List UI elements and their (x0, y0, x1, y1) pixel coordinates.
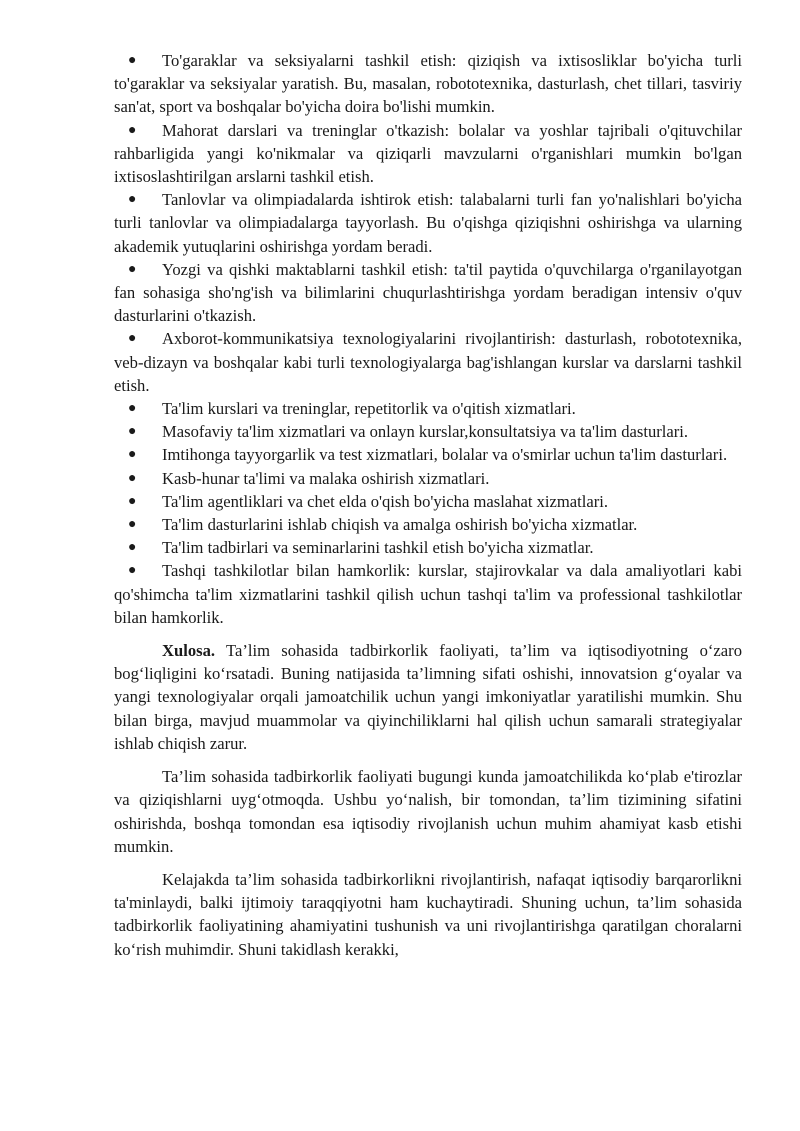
bullet-icon: ● (128, 470, 137, 486)
body-paragraph: Ta’lim sohasida tadbirkorlik faoliyati bugungi kunda jamoatchilikda ko‘plab e'tirozlar va qiziqishlarni uyg‘otmoqda. Ushbu yo‘nalish, bir tomondan, ta’lim tizimining sifatini oshirishda, boshqa tomondan esa iqtisodiy rivojlanish uchun muhim ahamiyat kasb etishi mumkin. (114, 767, 742, 856)
list-item (114, 188, 742, 258)
list-item (114, 119, 742, 189)
bullet-icon: ● (128, 192, 137, 208)
conclusion-label: Xulosa. (162, 641, 216, 661)
list-item (114, 536, 742, 559)
bullet-icon: ● (128, 540, 137, 556)
list-item-text: Imtihonga tayyorgarlik va test xizmatlari, bolalar va o'smirlar uchun ta'lim dasturlari. (162, 445, 728, 465)
list-item-text: Mahorat darslari va treninglar o'tkazish: bolalar va yoshlar tajribali o'qituvchilar rahbarligida yangi ko'nikmalar va qiziqarli mavzularni o'rganishlari mumkin bo'lgan ixtisoslashtirilgan arslarni tashkil etish. (114, 120, 742, 187)
list-item (114, 397, 742, 420)
list-item (114, 258, 742, 328)
bullet-icon: ● (128, 424, 137, 440)
list-item (114, 467, 742, 490)
list-item (114, 559, 742, 629)
bullet-icon: ● (128, 517, 137, 533)
bullet-icon: ● (128, 331, 137, 347)
list-item-text: Kasb-hunar ta'limi va malaka oshirish xizmatlari. (162, 468, 490, 488)
conclusion-paragraph (114, 639, 742, 755)
bullet-icon: ● (128, 563, 137, 579)
list-item-text: Masofaviy ta'lim xizmatlari va onlayn kurslar,konsultatsiya va ta'lim dasturlari. (162, 422, 689, 442)
list-item-text: Tashqi tashkilotlar bilan hamkorlik: kurslar, stajirovkalar va dala amaliyotlari kabi qo'shimcha ta'lim xizmatlarini tashkil qilish uchun tashqi ta'lim va professional tashkilotlar bilan hamkorlik. (114, 561, 742, 627)
list-item-text: Tanlovlar va olimpiadalarda ishtirok etish: talabalarni turli fan yo'nalishlari bo'yicha turli tanlovlar va olimpiadalarga tayyorlash. Bu o'qishga qiziqishni oshirishga va ularning akademik yutuqlarini oshirishga yordam beradi. (114, 190, 742, 256)
bullet-icon: ● (128, 447, 137, 463)
bullet-icon: ● (128, 401, 137, 417)
list-item (114, 513, 742, 536)
bullet-icon: ● (128, 261, 137, 277)
list-item-text: Yozgi va qishki maktablarni tashkil etish: ta'til paytida o'quvchilarga o'rganilayotgan fan sohasiga sho'ng'ish va bilimlarini chuqurlashtirishga yordam beradigan intensiv o'quv dasturlarini o'tkazish. (114, 259, 742, 326)
bullet-icon: ● (128, 53, 137, 68)
bullet-icon: ● (128, 493, 137, 509)
bullet-list (114, 49, 742, 629)
bullet-icon: ● (128, 122, 137, 138)
list-item-text: Axborot-kommunikatsiya texnologiyalarini rivojlantirish: dasturlash, robototexnika, veb-dizayn va boshqalar kabi turli texnologiyalarga bag'ishlangan kurslar va darslarni tashkil etish. (114, 329, 742, 395)
list-item (114, 443, 742, 466)
list-item-text: Ta'lim dasturlarini ishlab chiqish va amalga oshirish bo'yicha xizmatlar. (162, 515, 638, 535)
list-item (114, 420, 742, 443)
list-item (114, 490, 742, 513)
list-item-text: Ta'lim kurslari va treninglar, repetitorlik va o'qitish xizmatlari. (162, 399, 576, 419)
list-item-text: To'garaklar va seksiyalarni tashkil etish: qiziqish va ixtisosliklar bo'yicha turli to'garaklar va seksiyalar yaratish. Bu, masalan, robototexnika, dasturlash, chet tillari, tasviriy san'at, sport va boshqalar bo'yicha doira bo'lishi mumkin. (114, 51, 742, 117)
body-paragraph: Kelajakda ta’lim sohasida tadbirkorlikni rivojlantirish, nafaqat iqtisodiy barqarorlikni ta'minlaydi, balki ijtimoiy taraqqiyotni ham kuchaytiradi. Shuning uchun, ta’lim sohasida tadbirkorlik faoliyatining ahamiyatini tushunish va uni rivojlantirishga qaratilgan choralarni ko‘rish muhimdir. Shuni takidlash kerakki, (114, 869, 742, 959)
list-item-text: Ta'lim tadbirlari va seminarlarini tashkil etish bo'yicha xizmatlar. (162, 538, 594, 558)
list-item (114, 327, 742, 397)
list-item (114, 49, 742, 119)
document-page (114, 49, 742, 961)
list-item-text: Ta'lim agentliklari va chet elda o'qish bo'yicha maslahat xizmatlari. (162, 491, 609, 511)
conclusion-text: Ta’lim sohasida tadbirkorlik faoliyati, ta’lim va iqtisodiyotning o‘zaro bog‘liqligini ko‘rsatadi. Buning natijasida ta’limning sifati oshishi, innovatsion g‘oyalar va yangi texnologiyalar orqali jamoatchilik uchun yangi imkoniyatlar yaratilishi mumkin. Shu bilan birga, mavjud muammolar va qiyinchiliklarni hal qilish uchun samarali strategiyalar ishlab chiqish zarur. (114, 641, 742, 753)
